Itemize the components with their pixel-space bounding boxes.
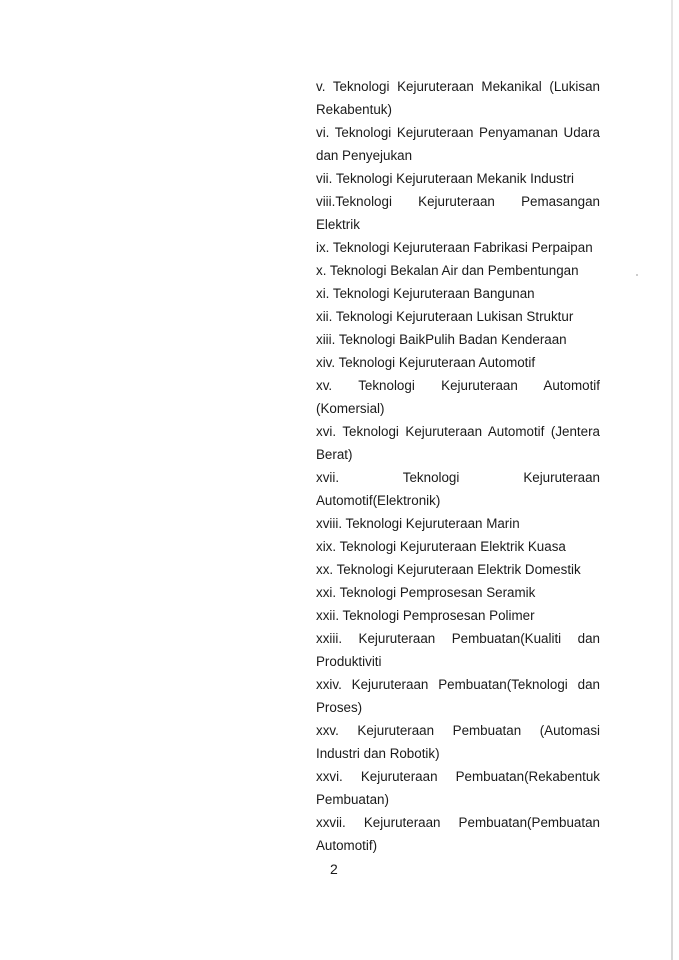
list-item (316, 558, 600, 581)
list-item-line: Industri dan Robotik) (316, 746, 440, 761)
list-item (316, 167, 600, 190)
list-item-line: xxvii. Kejuruteraan Pembuatan(Pembuatan (316, 815, 600, 830)
list-item (316, 627, 600, 673)
list-item (316, 535, 600, 558)
list-item-line: Automotif(Elektronik) (316, 493, 441, 508)
page-edge-shadow (671, 0, 673, 960)
list-item-line: viii.Teknologi Kejuruteraan Pemasangan (316, 194, 600, 209)
list-item (316, 673, 600, 719)
list-item-line: dan Penyejukan (316, 148, 413, 163)
list-item-line: vii. Teknologi Kejuruteraan Mekanik Industri (316, 171, 575, 186)
list-item (316, 512, 600, 535)
list-item-line: Berat) (316, 447, 353, 462)
list-item-line: ix. Teknologi Kejuruteraan Fabrikasi Perpaipan (316, 240, 593, 255)
list-item-line: Elektrik (316, 217, 360, 232)
list-item-line: Pembuatan) (316, 792, 389, 807)
list-item (316, 282, 600, 305)
list-item-line: xxvi. Kejuruteraan Pembuatan(Rekabentuk (316, 769, 600, 784)
list-item-line: xxiii. Kejuruteraan Pembuatan(Kualiti dan (316, 631, 600, 646)
list-item-line: xix. Teknologi Kejuruteraan Elektrik Kuasa (316, 539, 566, 554)
list-item (316, 374, 600, 420)
list-item (316, 190, 600, 236)
list-item (316, 581, 600, 604)
list-item (316, 466, 600, 512)
list-item (316, 604, 600, 627)
list-item (316, 75, 600, 121)
list-item-line: xii. Teknologi Kejuruteraan Lukisan Struktur (316, 309, 574, 324)
list-item-line: xxv. Kejuruteraan Pembuatan (Automasi (316, 723, 600, 738)
page-number: 2 (330, 861, 338, 877)
list-item (316, 420, 600, 466)
list-item-line: Rekabentuk) (316, 102, 392, 117)
list-item (316, 259, 600, 282)
list-item-line: xv. Teknologi Kejuruteraan Automotif (316, 378, 600, 393)
list-item-line: xxi. Teknologi Pemprosesan Seramik (316, 585, 536, 600)
list-item-line: Automotif) (316, 838, 378, 853)
list-item (316, 305, 600, 328)
list-item-line: xvii. Teknologi Kejuruteraan (316, 470, 600, 485)
list-item (316, 121, 600, 167)
list-item-line: xi. Teknologi Kejuruteraan Bangunan (316, 286, 535, 301)
list-item-line: Proses) (316, 700, 363, 715)
list-item-line: (Komersial) (316, 401, 385, 416)
list-item-line: xiv. Teknologi Kejuruteraan Automotif (316, 355, 536, 370)
list-item (316, 236, 600, 259)
list-item-line: xxii. Teknologi Pemprosesan Polimer (316, 608, 535, 623)
programme-list (316, 75, 600, 857)
list-item-line: v. Teknologi Kejuruteraan Mekanikal (Lukisan (316, 79, 600, 94)
list-item-line: xiii. Teknologi BaikPulih Badan Kenderaan (316, 332, 567, 347)
list-item (316, 719, 600, 765)
list-item-line: xx. Teknologi Kejuruteraan Elektrik Domestik (316, 562, 581, 577)
list-item-line: xxiv. Kejuruteraan Pembuatan(Teknologi dan (316, 677, 600, 692)
list-item (316, 765, 600, 811)
list-item (316, 811, 600, 857)
list-item (316, 328, 600, 351)
list-item-line: x. Teknologi Bekalan Air dan Pembentungan (316, 263, 579, 278)
scan-speck (636, 274, 638, 276)
list-item-line: vi. Teknologi Kejuruteraan Penyamanan Udara (316, 125, 600, 140)
list-item-line: xvi. Teknologi Kejuruteraan Automotif (Jentera (316, 424, 600, 439)
list-item (316, 351, 600, 374)
list-item-line: Produktiviti (316, 654, 382, 669)
list-item-line: xviii. Teknologi Kejuruteraan Marin (316, 516, 520, 531)
